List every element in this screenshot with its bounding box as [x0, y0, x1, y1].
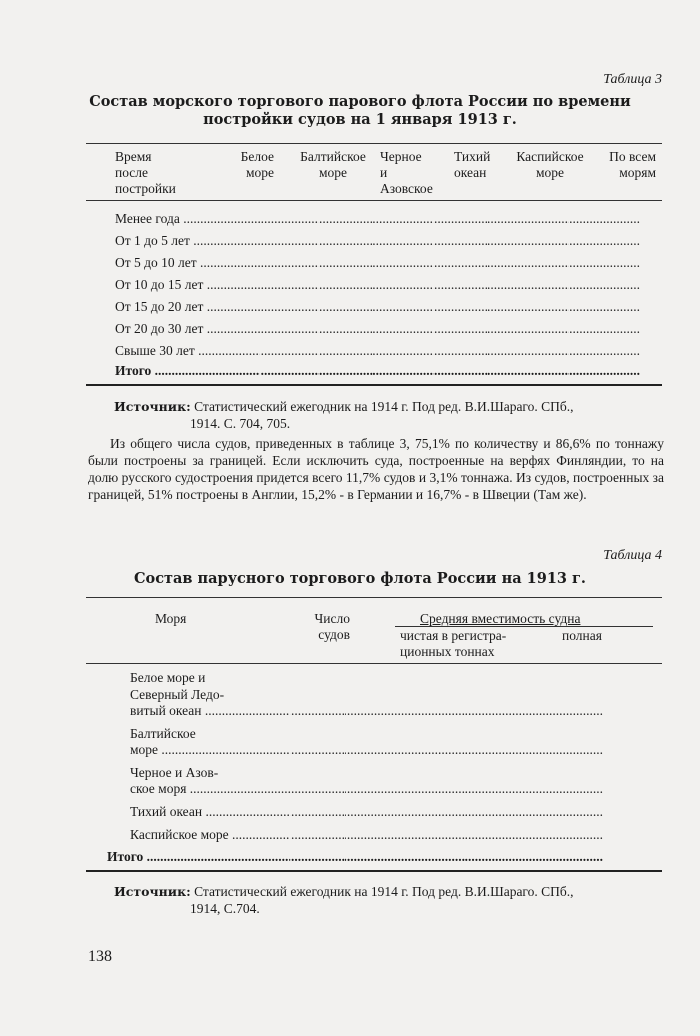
- table4-capacity-rule: [395, 626, 653, 627]
- table3-total-row: Итого ..... ..... ..... ..... ..... ..... .....: [0, 362, 700, 380]
- table3-header-pacific: Тихий океан: [454, 149, 491, 180]
- table4-row0-label-line2: Северный Ледо-: [130, 687, 225, 702]
- table-row: От 5 до 10 лет ..... ..... ..... ..... ..... ..... .....: [0, 254, 700, 272]
- page-number: 138: [88, 948, 112, 965]
- table3-header-black: Черное и Азовское: [380, 149, 433, 196]
- table3-header-total: По всем морям: [609, 149, 656, 180]
- table4-top-rule: [86, 597, 662, 598]
- table-row: От 1 до 5 лет ..... ..... ..... ..... ..... ..... .....: [0, 232, 700, 250]
- table3-title: [60, 93, 660, 129]
- table3-title-line1: Состав морского торгового парового флота России по времени: [89, 93, 631, 110]
- table4-number: Таблица 4: [603, 548, 662, 563]
- table-row: витый океан ..... ..... ..... .....: [0, 702, 700, 720]
- table3-header-white: Белое море: [240, 149, 274, 180]
- table4-header-seas: Моря: [155, 611, 187, 626]
- table4-row0-label-line1: Белое море и: [130, 670, 206, 685]
- body-paragraph: Из общего числа судов, приведенных в таблице 3, 75,1% по количеству и 86,6% по тоннажу были построены за границей. Если исключить суда, построенные на верфях Финляндии, то на долю русского судостроения придется всего 11,7% судов и 3,1% тоннажа. Из судов, построенных за границей, 51% построены в Англии, 15,2% - в Германии и 16,7% - в Швеции (Там же).: [88, 436, 664, 502]
- table4-total-row: Итого ..... ..... ..... .....: [0, 848, 700, 866]
- table4-header-capacity: Средняя вместимость судна: [420, 611, 581, 626]
- table3-header-rule: [86, 200, 662, 201]
- table-row: От 20 до 30 лет ..... ..... ..... ..... ..... ..... .....: [0, 320, 700, 338]
- table3-top-rule: [86, 143, 662, 144]
- table4-source: Источник: Статистический ежегодник на 1914 г. Под ред. В.И.Шараго. СПб., 1914, С.704.: [114, 884, 574, 916]
- table4-bottom-rule: [86, 870, 662, 872]
- table-row: Свыше 30 лет ..... ..... ..... ..... ..... ..... .....: [0, 342, 700, 360]
- table-row: Менее года ..... ..... ..... ..... ..... ..... .....: [0, 210, 700, 228]
- table3-number: Таблица 3: [603, 72, 662, 87]
- table-row: ское моря ..... ..... ..... .....: [0, 780, 700, 798]
- table-row: От 10 до 15 лет ..... ..... ..... ..... ..... ..... .....: [0, 276, 700, 294]
- table4-header-count: Число судов: [314, 611, 350, 642]
- table-row: От 15 до 20 лет ..... ..... ..... ..... ..... ..... .....: [0, 298, 700, 316]
- table-row: Тихий океан ..... ..... ..... .....: [0, 803, 700, 821]
- table3-source: Источник: Статистический ежегодник на 1914 г. Под ред. В.И.Шараго. СПб., 1914. С. 704, 705.: [114, 399, 574, 431]
- table-row: море ..... ..... ..... .....: [0, 741, 700, 759]
- table4-title: Состав парусного торгового флота России на 1913 г.: [134, 570, 586, 587]
- table3-bottom-rule: [86, 384, 662, 386]
- table3-header-caspian: Каспийское море: [516, 149, 584, 180]
- table4-header-rule: [86, 663, 662, 664]
- table4-row1-label-line1: Балтийское: [130, 726, 196, 741]
- table4-header-full: полная: [562, 628, 602, 643]
- table4-header-net: чистая в регистра- ционных тоннах: [400, 628, 507, 659]
- table-row: Каспийское море ..... ..... ..... .....: [0, 826, 700, 844]
- table3-header-baltic: Балтийское море: [300, 149, 366, 180]
- table4-row2-label-line1: Черное и Азов-: [130, 765, 219, 780]
- table3-title-line2: постройки судов на 1 января 1913 г.: [203, 111, 517, 128]
- table3-header-time: Время после постройки: [115, 149, 176, 196]
